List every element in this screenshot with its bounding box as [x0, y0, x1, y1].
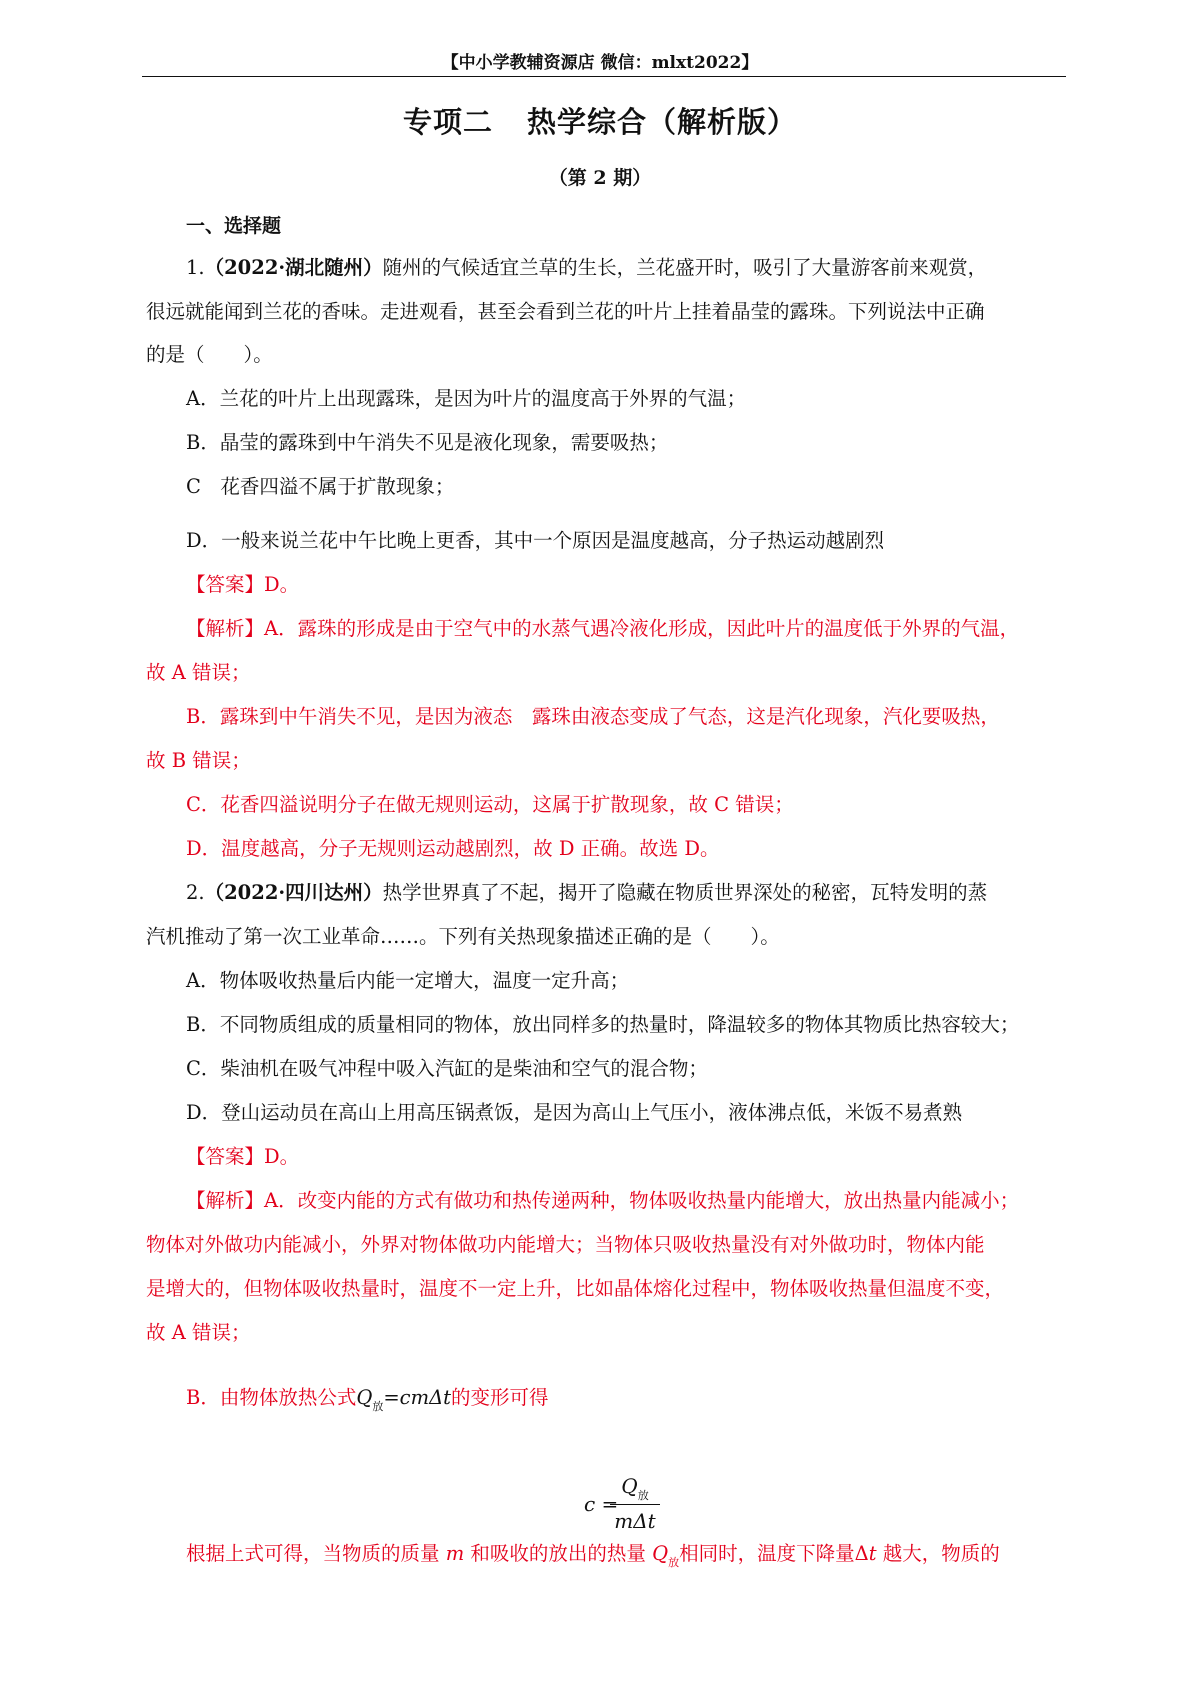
- q1-analysis-text1: A．露珠的形成是由于空气中的水蒸气遇冷液化形成，因此叶片的温度低于外界的气温，: [264, 617, 1020, 640]
- q1-option-b: B．晶莹的露珠到中午消失不见是液化现象，需要吸热；: [186, 431, 669, 454]
- q2-answer-label: 【答案】: [186, 1145, 265, 1168]
- q2-stem-text1: 热学世界真了不起，揭开了隐藏在物质世界深处的秘密，瓦特发明的蒸: [382, 881, 988, 904]
- formula-sub: 放: [372, 1400, 384, 1413]
- q2-source: （2022·四川达州）: [204, 881, 383, 904]
- q1-analysis-label: 【解析】: [186, 617, 265, 640]
- q2-analysis-text1: A．改变内能的方式有做功和热传递两种，物体吸收热量内能增大，放出热量内能减小；: [264, 1189, 1020, 1212]
- q2-option-b: B．不同物质组成的质量相同的物体，放出同样多的热量时，降温较多的物体其物质比热容较大；: [186, 1013, 1020, 1036]
- formula-q: Q: [356, 1386, 373, 1409]
- q2-stem-line2: 汽机推动了第一次工业革命……。下列有关热现象描述正确的是（ ）。: [146, 925, 780, 948]
- q2-answer-value: D。: [264, 1145, 300, 1168]
- formula-rhs: =cmΔt: [383, 1386, 452, 1409]
- q2-option-c: C．柴油机在吸气冲程中吸入汽缸的是柴油和空气的混合物；: [186, 1057, 708, 1080]
- q2-answer: [186, 1143, 299, 1171]
- section-heading: 一、选择题: [186, 215, 282, 237]
- title-part1: 专项二: [402, 105, 493, 139]
- q2-analysis-line2: 物体对外做功内能减小，外界对物体做功内能增大；当物体只吸收热量没有对外做功时，物体内能: [146, 1233, 985, 1256]
- page-header: 【中小学教辅资源店 微信：mlxt2022】: [441, 53, 759, 73]
- q1-analysis-line5: C．花香四溢说明分子在做无规则运动，这属于扩散现象，故 C 错误；: [186, 793, 794, 816]
- page-title: [0, 100, 1200, 141]
- q1-stem-line3: 的是（ ）。: [146, 343, 273, 366]
- q1-stem-text1: 随州的气候适宜兰草的生长，兰花盛开时，吸引了大量游客前来观赏，: [382, 256, 988, 279]
- formula-prefix: B．由物体放热公式: [186, 1386, 357, 1409]
- q1-answer: [186, 571, 299, 599]
- q2-formula-line: [186, 1384, 549, 1415]
- q2-analysis-label: 【解析】: [186, 1189, 265, 1212]
- fraction-denominator: mΔt: [614, 1509, 656, 1533]
- fraction-bar: [610, 1504, 660, 1505]
- q1-answer-value: D。: [264, 573, 300, 596]
- q2-last-line: 根据上式可得，当物质的质量 m 和吸收的放出的热量 $Q_放$相同时，温度下降量Δt 越大，物质的: [186, 1542, 1000, 1569]
- q1-option-d: D．一般来说兰花中午比晚上更香，其中一个原因是温度越高，分子热运动越剧烈: [186, 529, 885, 552]
- q1-analysis-line4: 故 B 错误；: [146, 749, 251, 772]
- q1-number: 1.: [186, 256, 205, 279]
- q2-analysis-line1: [186, 1187, 1019, 1215]
- q1-option-c: C 花香四溢不属于扩散现象；: [186, 475, 455, 498]
- fraction: [610, 1473, 660, 1534]
- q1-source: （2022·湖北随州）: [204, 256, 383, 279]
- q1-stem-line2: 很远就能闻到兰花的香味。走进观看，甚至会看到兰花的叶片上挂着晶莹的露珠。下列说法中正确: [146, 300, 985, 323]
- fraction-lhs: c =: [584, 1492, 619, 1516]
- q1-analysis-line2: 故 A 错误；: [146, 661, 251, 684]
- q2-option-d: D．登山运动员在高山上用高压锅煮饭，是因为高山上气压小，液体沸点低，米饭不易煮熟: [186, 1101, 963, 1124]
- fraction-numerator: $Q_放$: [621, 1474, 649, 1502]
- q2-option-a: A．物体吸收热量后内能一定增大，温度一定升高；: [186, 969, 630, 992]
- q1-analysis-line3: B．露珠到中午消失不见，是因为液态 露珠由液态变成了气态，这是汽化现象，汽化要吸热，: [186, 705, 1000, 728]
- q2-analysis-line4: 故 A 错误；: [146, 1321, 251, 1344]
- q2-analysis-line3: 是增大的，但物体吸收热量时，温度不一定上升，比如晶体熔化过程中，物体吸收热量但温度不变，: [146, 1277, 1005, 1300]
- q1-option-a: A．兰花的叶片上出现露珠，是因为叶片的温度高于外界的气温；: [186, 387, 747, 410]
- title-part2: 热学综合（解析版）: [527, 105, 798, 139]
- page-subtitle: （第 2 期）: [548, 167, 652, 189]
- q1-analysis-line6: D．温度越高，分子无规则运动越剧烈，故 D 正确。故选 D。: [186, 837, 720, 860]
- q2-number: 2.: [186, 881, 205, 904]
- q1-analysis-line1: [186, 615, 1019, 643]
- header-rule: [142, 76, 1066, 77]
- q1-stem-line1: [186, 254, 987, 282]
- formula-mid: 的变形可得: [451, 1386, 549, 1409]
- q1-answer-label: 【答案】: [186, 573, 265, 596]
- q2-stem-line1: [186, 879, 987, 907]
